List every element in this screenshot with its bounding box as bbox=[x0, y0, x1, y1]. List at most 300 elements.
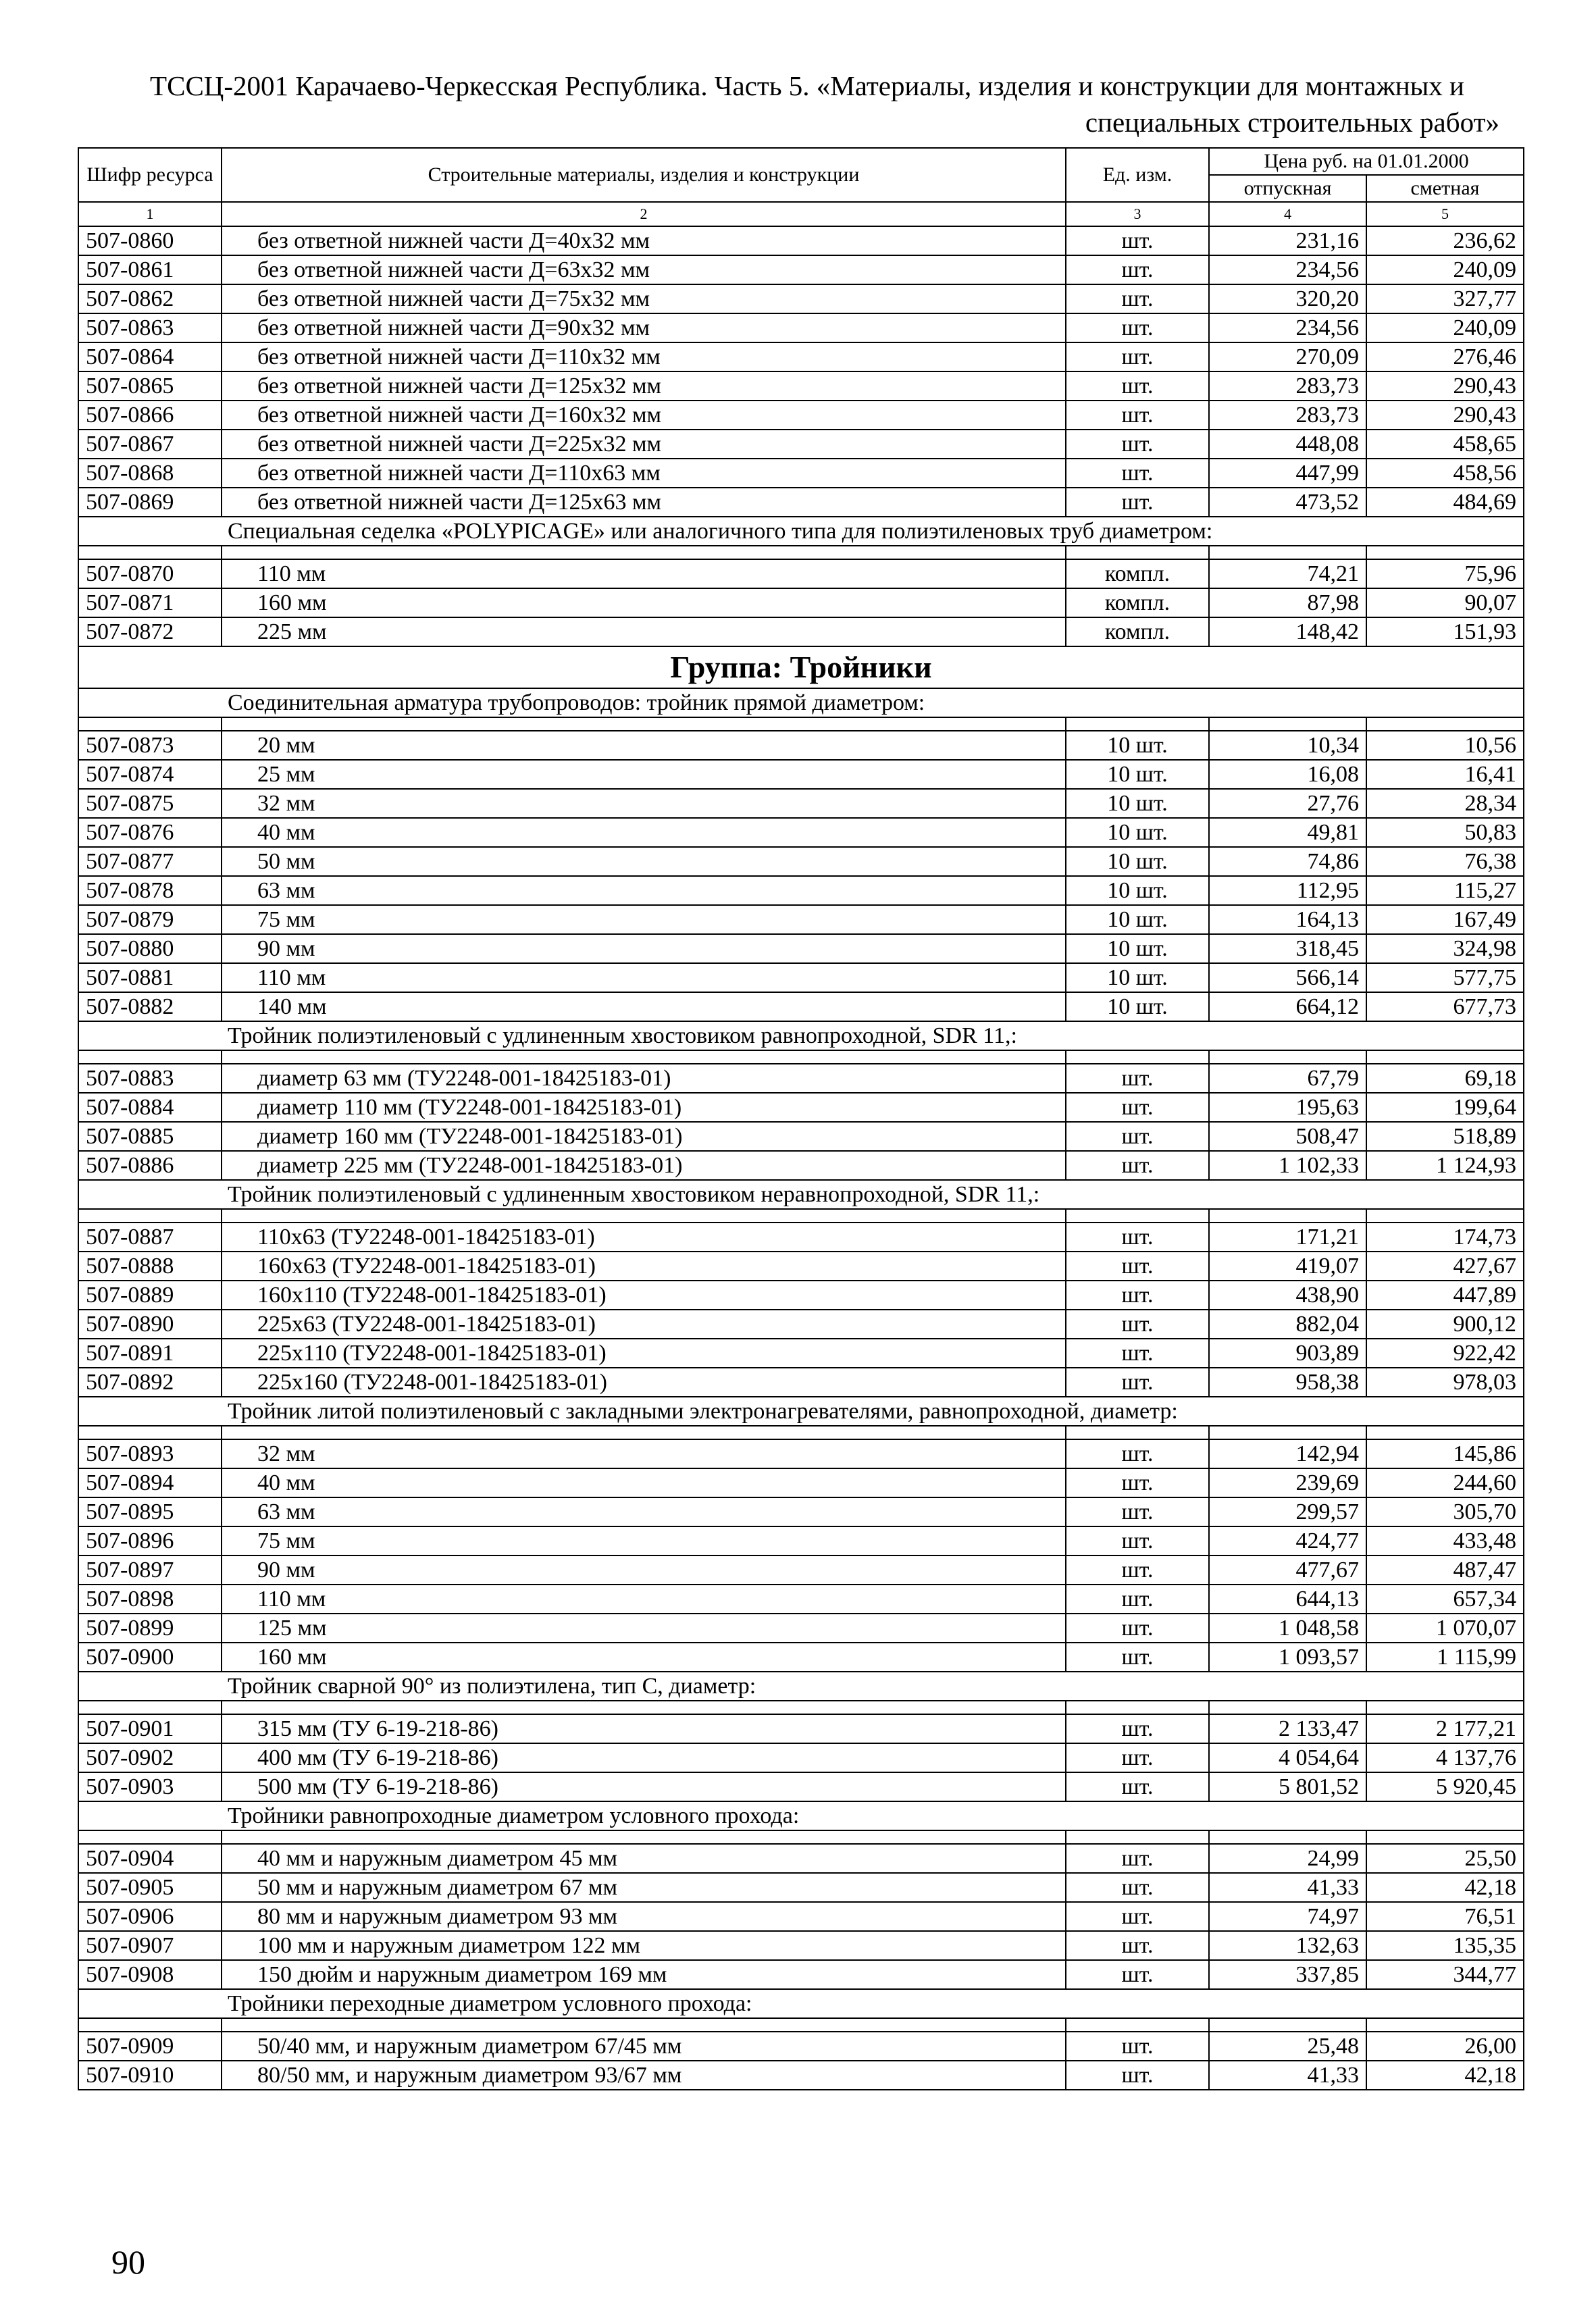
cell-name: 50 мм и наружным диаметром 67 мм bbox=[222, 1873, 1066, 1902]
cell-estimate-price: 10,56 bbox=[1366, 731, 1524, 760]
cell-release-price: 25,48 bbox=[1209, 2032, 1366, 2061]
cell-estimate-price: 290,43 bbox=[1366, 401, 1524, 430]
cell-name: 25 мм bbox=[222, 760, 1066, 789]
table-row bbox=[78, 1902, 1524, 1931]
cell-code: 507-0886 bbox=[78, 1151, 222, 1180]
spacer-cell bbox=[1209, 1209, 1366, 1223]
cell-unit: шт. bbox=[1066, 1585, 1209, 1614]
spacer-cell bbox=[1366, 717, 1524, 731]
spacer-cell bbox=[222, 546, 1066, 559]
col-header-estimate-price: сметная bbox=[1366, 175, 1524, 202]
cell-release-price: 164,13 bbox=[1209, 905, 1366, 934]
table-row bbox=[78, 1873, 1524, 1902]
spacer-row bbox=[78, 1209, 1524, 1223]
cell-name: 80 мм и наружным диаметром 93 мм bbox=[222, 1902, 1066, 1931]
cell-code: 507-0875 bbox=[78, 789, 222, 818]
cell-code: 507-0905 bbox=[78, 1873, 222, 1902]
cell-unit: шт. bbox=[1066, 2061, 1209, 2090]
spacer-cell bbox=[1366, 546, 1524, 559]
col-header-unit: Ед. изм. bbox=[1066, 148, 1209, 202]
cell-release-price: 234,56 bbox=[1209, 255, 1366, 284]
header-line-2: специальных строительных работ» bbox=[1085, 107, 1499, 138]
cell-release-price: 644,13 bbox=[1209, 1585, 1366, 1614]
cell-estimate-price: 677,73 bbox=[1366, 992, 1524, 1021]
cell-code: 507-0898 bbox=[78, 1585, 222, 1614]
cell-unit: шт. bbox=[1066, 1902, 1209, 1931]
cell-estimate-price: 75,96 bbox=[1366, 559, 1524, 588]
section-heading: Тройник литой полиэтиленовый с закладными электронагревателями, равнопроходной, диаметр: bbox=[78, 1397, 1524, 1426]
table-header bbox=[78, 148, 1524, 226]
cell-unit: шт. bbox=[1066, 1526, 1209, 1555]
cell-release-price: 231,16 bbox=[1209, 226, 1366, 255]
spacer-cell bbox=[1066, 717, 1209, 731]
table-row bbox=[78, 1714, 1524, 1743]
cell-unit: шт. bbox=[1066, 430, 1209, 459]
cell-code: 507-0872 bbox=[78, 617, 222, 646]
section-heading: Соединительная арматура трубопроводов: тройник прямой диаметром: bbox=[78, 688, 1524, 717]
cell-unit: шт. bbox=[1066, 1931, 1209, 1960]
cell-estimate-price: 50,83 bbox=[1366, 818, 1524, 847]
cell-name: 90 мм bbox=[222, 1555, 1066, 1585]
cell-name: диаметр 63 мм (ТУ2248-001-18425183-01) bbox=[222, 1064, 1066, 1093]
cell-name: 63 мм bbox=[222, 876, 1066, 905]
cell-code: 507-0878 bbox=[78, 876, 222, 905]
cell-estimate-price: 484,69 bbox=[1366, 488, 1524, 517]
spacer-cell bbox=[1209, 2018, 1366, 2032]
cell-unit: шт. bbox=[1066, 2032, 1209, 2061]
cell-unit: шт. bbox=[1066, 401, 1209, 430]
cell-release-price: 424,77 bbox=[1209, 1526, 1366, 1555]
cell-estimate-price: 167,49 bbox=[1366, 905, 1524, 934]
cell-estimate-price: 433,48 bbox=[1366, 1526, 1524, 1555]
table-row bbox=[78, 2061, 1524, 2090]
table-row bbox=[78, 459, 1524, 488]
table-row bbox=[78, 1844, 1524, 1873]
spacer-cell bbox=[78, 2018, 222, 2032]
cell-release-price: 283,73 bbox=[1209, 371, 1366, 401]
cell-estimate-price: 458,56 bbox=[1366, 459, 1524, 488]
cell-estimate-price: 76,51 bbox=[1366, 1902, 1524, 1931]
cell-name: 110х63 (ТУ2248-001-18425183-01) bbox=[222, 1223, 1066, 1252]
spacer-cell bbox=[1066, 1701, 1209, 1714]
cell-unit: шт. bbox=[1066, 1064, 1209, 1093]
cell-release-price: 882,04 bbox=[1209, 1310, 1366, 1339]
cell-code: 507-0889 bbox=[78, 1281, 222, 1310]
cell-name: 32 мм bbox=[222, 1439, 1066, 1468]
cell-code: 507-0876 bbox=[78, 818, 222, 847]
cell-code: 507-0871 bbox=[78, 588, 222, 617]
cell-release-price: 320,20 bbox=[1209, 284, 1366, 313]
cell-code: 507-0884 bbox=[78, 1093, 222, 1122]
cell-estimate-price: 577,75 bbox=[1366, 963, 1524, 992]
table-row bbox=[78, 1064, 1524, 1093]
cell-estimate-price: 1 070,07 bbox=[1366, 1614, 1524, 1643]
cell-estimate-price: 290,43 bbox=[1366, 371, 1524, 401]
table-row bbox=[78, 2032, 1524, 2061]
cell-name: 80/50 мм, и наружным диаметром 93/67 мм bbox=[222, 2061, 1066, 2090]
table-row bbox=[78, 255, 1524, 284]
cell-unit: шт. bbox=[1066, 313, 1209, 342]
spacer-cell bbox=[78, 1830, 222, 1844]
table-row bbox=[78, 342, 1524, 371]
spacer-cell bbox=[1209, 1701, 1366, 1714]
cell-estimate-price: 26,00 bbox=[1366, 2032, 1524, 2061]
cell-code: 507-0885 bbox=[78, 1122, 222, 1151]
spacer-cell bbox=[1066, 546, 1209, 559]
table-row bbox=[78, 1122, 1524, 1151]
cell-name: 63 мм bbox=[222, 1497, 1066, 1526]
cell-code: 507-0895 bbox=[78, 1497, 222, 1526]
cell-estimate-price: 199,64 bbox=[1366, 1093, 1524, 1122]
cell-name: 225х160 (ТУ2248-001-18425183-01) bbox=[222, 1368, 1066, 1397]
cell-estimate-price: 900,12 bbox=[1366, 1310, 1524, 1339]
cell-name: 50 мм bbox=[222, 847, 1066, 876]
section-heading: Тройник полиэтиленовый с удлиненным хвостовиком неравнопроходной, SDR 11,: bbox=[78, 1180, 1524, 1209]
cell-release-price: 74,97 bbox=[1209, 1902, 1366, 1931]
cell-code: 507-0910 bbox=[78, 2061, 222, 2090]
cell-name: 160х63 (ТУ2248-001-18425183-01) bbox=[222, 1252, 1066, 1281]
cell-code: 507-0888 bbox=[78, 1252, 222, 1281]
cell-code: 507-0909 bbox=[78, 2032, 222, 2061]
section-heading-row bbox=[78, 1801, 1524, 1830]
header-line-1: ТССЦ-2001 Карачаево-Черкесская Республика. Часть 5. «Материалы, изделия и конструкции для монтажных и bbox=[150, 70, 1464, 101]
cell-code: 507-0869 bbox=[78, 488, 222, 517]
cell-release-price: 1 093,57 bbox=[1209, 1643, 1366, 1672]
spacer-cell bbox=[78, 546, 222, 559]
cell-unit: шт. bbox=[1066, 1281, 1209, 1310]
price-table bbox=[78, 147, 1524, 2090]
spacer-cell bbox=[1066, 1209, 1209, 1223]
cell-code: 507-0862 bbox=[78, 284, 222, 313]
spacer-cell bbox=[1066, 2018, 1209, 2032]
cell-estimate-price: 28,34 bbox=[1366, 789, 1524, 818]
cell-unit: шт. bbox=[1066, 1643, 1209, 1672]
spacer-cell bbox=[1366, 1209, 1524, 1223]
cell-release-price: 1 048,58 bbox=[1209, 1614, 1366, 1643]
cell-unit: шт. bbox=[1066, 342, 1209, 371]
cell-unit: шт. bbox=[1066, 1844, 1209, 1873]
table-row bbox=[78, 1931, 1524, 1960]
cell-code: 507-0879 bbox=[78, 905, 222, 934]
cell-unit: шт. bbox=[1066, 371, 1209, 401]
cell-release-price: 148,42 bbox=[1209, 617, 1366, 646]
table-row bbox=[78, 488, 1524, 517]
table-row bbox=[78, 371, 1524, 401]
cell-name: 500 мм (ТУ 6-19-218-86) bbox=[222, 1772, 1066, 1801]
cell-release-price: 67,79 bbox=[1209, 1064, 1366, 1093]
table-row bbox=[78, 1310, 1524, 1339]
spacer-cell bbox=[222, 2018, 1066, 2032]
spacer-cell bbox=[78, 1426, 222, 1439]
cell-code: 507-0863 bbox=[78, 313, 222, 342]
cell-name: без ответной нижней части Д=225х32 мм bbox=[222, 430, 1066, 459]
cell-release-price: 132,63 bbox=[1209, 1931, 1366, 1960]
spacer-row bbox=[78, 2018, 1524, 2032]
cell-release-price: 41,33 bbox=[1209, 2061, 1366, 2090]
cell-name: без ответной нижней части Д=110х63 мм bbox=[222, 459, 1066, 488]
cell-name: 100 мм и наружным диаметром 122 мм bbox=[222, 1931, 1066, 1960]
cell-unit: шт. bbox=[1066, 1339, 1209, 1368]
cell-estimate-price: 25,50 bbox=[1366, 1844, 1524, 1873]
cell-estimate-price: 174,73 bbox=[1366, 1223, 1524, 1252]
cell-unit: 10 шт. bbox=[1066, 847, 1209, 876]
cell-code: 507-0899 bbox=[78, 1614, 222, 1643]
cell-code: 507-0861 bbox=[78, 255, 222, 284]
table-row bbox=[78, 876, 1524, 905]
cell-unit: шт. bbox=[1066, 1151, 1209, 1180]
table-row bbox=[78, 847, 1524, 876]
cell-release-price: 958,38 bbox=[1209, 1368, 1366, 1397]
table-row bbox=[78, 992, 1524, 1021]
section-heading: Тройник сварной 90° из полиэтилена, тип С, диаметр: bbox=[78, 1672, 1524, 1701]
cell-release-price: 27,76 bbox=[1209, 789, 1366, 818]
cell-estimate-price: 145,86 bbox=[1366, 1439, 1524, 1468]
cell-release-price: 4 054,64 bbox=[1209, 1743, 1366, 1772]
cell-estimate-price: 4 137,76 bbox=[1366, 1743, 1524, 1772]
spacer-cell bbox=[1366, 2018, 1524, 2032]
col-number-1: 1 bbox=[78, 202, 222, 226]
table-row bbox=[78, 1960, 1524, 1989]
cell-release-price: 10,34 bbox=[1209, 731, 1366, 760]
cell-estimate-price: 151,93 bbox=[1366, 617, 1524, 646]
cell-estimate-price: 978,03 bbox=[1366, 1368, 1524, 1397]
cell-estimate-price: 657,34 bbox=[1366, 1585, 1524, 1614]
cell-code: 507-0860 bbox=[78, 226, 222, 255]
table-row bbox=[78, 1585, 1524, 1614]
cell-name: 40 мм bbox=[222, 818, 1066, 847]
cell-release-price: 270,09 bbox=[1209, 342, 1366, 371]
spacer-cell bbox=[1366, 1830, 1524, 1844]
cell-release-price: 24,99 bbox=[1209, 1844, 1366, 1873]
cell-estimate-price: 1 115,99 bbox=[1366, 1643, 1524, 1672]
table-row bbox=[78, 401, 1524, 430]
table-row bbox=[78, 284, 1524, 313]
cell-unit: шт. bbox=[1066, 255, 1209, 284]
cell-unit: 10 шт. bbox=[1066, 760, 1209, 789]
col-header-code: Шифр ресурса bbox=[78, 148, 222, 202]
cell-name: без ответной нижней части Д=160х32 мм bbox=[222, 401, 1066, 430]
cell-unit: шт. bbox=[1066, 1122, 1209, 1151]
spacer-row bbox=[78, 546, 1524, 559]
cell-code: 507-0896 bbox=[78, 1526, 222, 1555]
cell-name: 32 мм bbox=[222, 789, 1066, 818]
spacer-cell bbox=[1209, 1830, 1366, 1844]
cell-estimate-price: 344,77 bbox=[1366, 1960, 1524, 1989]
cell-release-price: 49,81 bbox=[1209, 818, 1366, 847]
spacer-row bbox=[78, 1701, 1524, 1714]
section-heading-row bbox=[78, 1672, 1524, 1701]
cell-name: без ответной нижней части Д=75х32 мм bbox=[222, 284, 1066, 313]
cell-unit: шт. bbox=[1066, 1368, 1209, 1397]
col-number-4: 4 bbox=[1209, 202, 1366, 226]
cell-code: 507-0882 bbox=[78, 992, 222, 1021]
cell-code: 507-0866 bbox=[78, 401, 222, 430]
table-row bbox=[78, 1223, 1524, 1252]
table-row bbox=[78, 934, 1524, 963]
cell-code: 507-0874 bbox=[78, 760, 222, 789]
cell-code: 507-0893 bbox=[78, 1439, 222, 1468]
cell-name: 225х110 (ТУ2248-001-18425183-01) bbox=[222, 1339, 1066, 1368]
cell-code: 507-0891 bbox=[78, 1339, 222, 1368]
cell-code: 507-0903 bbox=[78, 1772, 222, 1801]
cell-release-price: 195,63 bbox=[1209, 1093, 1366, 1122]
table-row bbox=[78, 1555, 1524, 1585]
spacer-cell bbox=[222, 1050, 1066, 1064]
section-heading-row bbox=[78, 1397, 1524, 1426]
table-row bbox=[78, 1497, 1524, 1526]
cell-code: 507-0897 bbox=[78, 1555, 222, 1585]
table-row bbox=[78, 1772, 1524, 1801]
cell-release-price: 448,08 bbox=[1209, 430, 1366, 459]
cell-estimate-price: 518,89 bbox=[1366, 1122, 1524, 1151]
cell-name: 40 мм bbox=[222, 1468, 1066, 1497]
spacer-cell bbox=[1066, 1426, 1209, 1439]
cell-release-price: 419,07 bbox=[1209, 1252, 1366, 1281]
table-row bbox=[78, 1526, 1524, 1555]
cell-unit: шт. bbox=[1066, 1960, 1209, 1989]
cell-unit: 10 шт. bbox=[1066, 963, 1209, 992]
table-row bbox=[78, 313, 1524, 342]
table-row bbox=[78, 1281, 1524, 1310]
table-row bbox=[78, 1743, 1524, 1772]
cell-release-price: 318,45 bbox=[1209, 934, 1366, 963]
spacer-cell bbox=[1366, 1701, 1524, 1714]
cell-code: 507-0904 bbox=[78, 1844, 222, 1873]
cell-unit: шт. bbox=[1066, 488, 1209, 517]
cell-release-price: 142,94 bbox=[1209, 1439, 1366, 1468]
spacer-cell bbox=[222, 717, 1066, 731]
page-number: 90 bbox=[111, 2243, 145, 2281]
cell-estimate-price: 1 124,93 bbox=[1366, 1151, 1524, 1180]
cell-code: 507-0902 bbox=[78, 1743, 222, 1772]
cell-name: 400 мм (ТУ 6-19-218-86) bbox=[222, 1743, 1066, 1772]
cell-estimate-price: 69,18 bbox=[1366, 1064, 1524, 1093]
cell-unit: шт. bbox=[1066, 1468, 1209, 1497]
cell-unit: 10 шт. bbox=[1066, 876, 1209, 905]
table-row bbox=[78, 1614, 1524, 1643]
cell-name: 225х63 (ТУ2248-001-18425183-01) bbox=[222, 1310, 1066, 1339]
cell-estimate-price: 42,18 bbox=[1366, 2061, 1524, 2090]
cell-unit: шт. bbox=[1066, 1714, 1209, 1743]
cell-name: 125 мм bbox=[222, 1614, 1066, 1643]
cell-unit: 10 шт. bbox=[1066, 905, 1209, 934]
col-number-3: 3 bbox=[1066, 202, 1209, 226]
table-row bbox=[78, 430, 1524, 459]
section-heading-row bbox=[78, 1180, 1524, 1209]
cell-unit: шт. bbox=[1066, 1873, 1209, 1902]
cell-code: 507-0883 bbox=[78, 1064, 222, 1093]
spacer-cell bbox=[1209, 717, 1366, 731]
spacer-row bbox=[78, 1426, 1524, 1439]
cell-unit: шт. bbox=[1066, 1310, 1209, 1339]
cell-name: без ответной нижней части Д=125х63 мм bbox=[222, 488, 1066, 517]
table-row bbox=[78, 1339, 1524, 1368]
table-row bbox=[78, 1368, 1524, 1397]
cell-release-price: 2 133,47 bbox=[1209, 1714, 1366, 1743]
section-heading-row bbox=[78, 517, 1524, 546]
col-number-2: 2 bbox=[222, 202, 1066, 226]
section-heading: Тройники равнопроходные диаметром условного прохода: bbox=[78, 1801, 1524, 1830]
table-row bbox=[78, 617, 1524, 646]
table-row bbox=[78, 789, 1524, 818]
cell-name: 225 мм bbox=[222, 617, 1066, 646]
cell-code: 507-0900 bbox=[78, 1643, 222, 1672]
cell-name: диаметр 160 мм (ТУ2248-001-18425183-01) bbox=[222, 1122, 1066, 1151]
table-row bbox=[78, 1151, 1524, 1180]
cell-estimate-price: 5 920,45 bbox=[1366, 1772, 1524, 1801]
cell-estimate-price: 427,67 bbox=[1366, 1252, 1524, 1281]
cell-unit: шт. bbox=[1066, 1743, 1209, 1772]
spacer-cell bbox=[78, 1050, 222, 1064]
cell-release-price: 171,21 bbox=[1209, 1223, 1366, 1252]
cell-name: без ответной нижней части Д=90х32 мм bbox=[222, 313, 1066, 342]
cell-code: 507-0870 bbox=[78, 559, 222, 588]
cell-estimate-price: 447,89 bbox=[1366, 1281, 1524, 1310]
cell-unit: шт. bbox=[1066, 1093, 1209, 1122]
cell-code: 507-0865 bbox=[78, 371, 222, 401]
cell-estimate-price: 135,35 bbox=[1366, 1931, 1524, 1960]
cell-release-price: 234,56 bbox=[1209, 313, 1366, 342]
cell-estimate-price: 90,07 bbox=[1366, 588, 1524, 617]
cell-release-price: 87,98 bbox=[1209, 588, 1366, 617]
section-heading: Тройники переходные диаметром условного прохода: bbox=[78, 1989, 1524, 2018]
cell-estimate-price: 115,27 bbox=[1366, 876, 1524, 905]
cell-code: 507-0887 bbox=[78, 1223, 222, 1252]
cell-estimate-price: 458,65 bbox=[1366, 430, 1524, 459]
cell-unit: 10 шт. bbox=[1066, 934, 1209, 963]
table-row bbox=[78, 818, 1524, 847]
cell-unit: компл. bbox=[1066, 588, 1209, 617]
cell-name: без ответной нижней части Д=110х32 мм bbox=[222, 342, 1066, 371]
cell-release-price: 438,90 bbox=[1209, 1281, 1366, 1310]
cell-name: 20 мм bbox=[222, 731, 1066, 760]
cell-code: 507-0868 bbox=[78, 459, 222, 488]
cell-code: 507-0867 bbox=[78, 430, 222, 459]
cell-release-price: 283,73 bbox=[1209, 401, 1366, 430]
spacer-cell bbox=[1366, 1426, 1524, 1439]
section-heading: Тройник полиэтиленовый с удлиненным хвостовиком равнопроходной, SDR 11,: bbox=[78, 1021, 1524, 1050]
cell-name: 75 мм bbox=[222, 905, 1066, 934]
section-heading-row bbox=[78, 688, 1524, 717]
section-heading-row bbox=[78, 1021, 1524, 1050]
cell-name: без ответной нижней части Д=125х32 мм bbox=[222, 371, 1066, 401]
spacer-row bbox=[78, 1830, 1524, 1844]
cell-code: 507-0890 bbox=[78, 1310, 222, 1339]
table-row bbox=[78, 588, 1524, 617]
cell-code: 507-0901 bbox=[78, 1714, 222, 1743]
cell-release-price: 664,12 bbox=[1209, 992, 1366, 1021]
cell-code: 507-0892 bbox=[78, 1368, 222, 1397]
table-row bbox=[78, 760, 1524, 789]
cell-unit: шт. bbox=[1066, 226, 1209, 255]
cell-code: 507-0873 bbox=[78, 731, 222, 760]
cell-name: 110 мм bbox=[222, 963, 1066, 992]
spacer-cell bbox=[222, 1209, 1066, 1223]
cell-release-price: 5 801,52 bbox=[1209, 1772, 1366, 1801]
cell-release-price: 903,89 bbox=[1209, 1339, 1366, 1368]
cell-unit: шт. bbox=[1066, 1614, 1209, 1643]
col-header-release-price: отпускная bbox=[1209, 175, 1366, 202]
cell-estimate-price: 922,42 bbox=[1366, 1339, 1524, 1368]
cell-name: 40 мм и наружным диаметром 45 мм bbox=[222, 1844, 1066, 1873]
cell-release-price: 477,67 bbox=[1209, 1555, 1366, 1585]
col-header-price-group: Цена руб. на 01.01.2000 bbox=[1209, 148, 1524, 175]
spacer-row bbox=[78, 1050, 1524, 1064]
cell-unit: шт. bbox=[1066, 1252, 1209, 1281]
cell-release-price: 508,47 bbox=[1209, 1122, 1366, 1151]
cell-release-price: 299,57 bbox=[1209, 1497, 1366, 1526]
table-body bbox=[78, 226, 1524, 2090]
